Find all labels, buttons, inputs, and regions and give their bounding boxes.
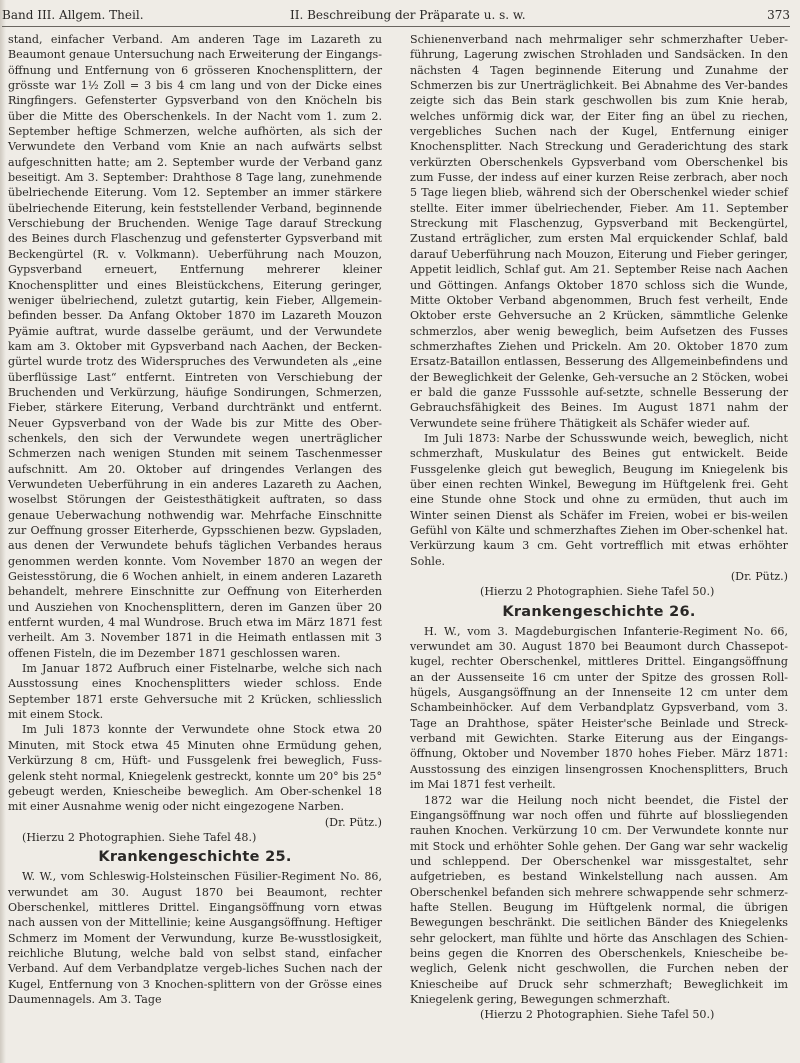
plate-note: (Hierzu 2 Photographien. Siehe Tafel 50.) [480,1008,715,1022]
paragraph: W. W., vom Schleswig-Holsteinschen Füsilier-Regiment No. 86, verwundet am 30. August 1870 bei Beaumont, rechter Oberschenkel, mittleres Drittel. Eingangsöffnung vorn etwas nach aussen von der Mittellinie; keine Ausgangsöffnung. Heftiger Schmerz im Moment der Verwundung, kurze Be-wusstlosigkeit, reichliche Blutung, welche bald von selbst stand, einfacher Verband. Auf dem Verbandplatze vergeb-liches Suchen nach der Kugel, Entfernung von 3 Knochen-splittern von der Grösse eines Daumennagels. Am 3. Tage [8,870,382,1006]
running-header [2,4,790,27]
plate-note: (Hierzu 2 Photographien. Siehe Tafel 50.) [480,585,715,599]
paragraph: Im Januar 1872 Aufbruch einer Fistelnarbe, welche sich nach Ausstossung eines Knochensplitters wieder schloss. Ende September 1871 erste Gehversuche mit 2 Krücken, schliesslich mit einem Stock. [8,662,382,722]
page-number: 373 [767,8,790,22]
paragraph: 1872 war die Heilung noch nicht beendet, die Fistel der Eingangsöffnung war noch offen und führte auf blossliegenden rauhen Knochen. Verkürzung 10 cm. Der Verwundete konnte nur mit Stock und erhöhter Sohle gehen. Der Gang war sehr wackelig und schleppend. Der Oberschenkel war missgestaltet, sehr aufgetrieben, es bestand Winkelstellung nach aussen. Am Oberschenkel befanden sich mehrere schwappende sehr schmerz-hafte Stellen. Beugung im Hüftgelenk normal, die übrigen Bewegungen beschränkt. Die seitlichen Bänder des Kniegelenks sehr gelockert, man fühlte und hörte das Anschlagen des Schien-beins gegen die Knorren des Oberschenkels, Kniescheibe be-weglich, Gelenk nicht geschwollen, die Furchen neben der Kniescheibe auf Druck sehr schmerzhaft; Beweglichkeit im Kniegelenk gering, Bewegungen schmerzhaft. [410,793,788,1006]
paragraph: Schienenverband nach mehrmaliger sehr schmerzhafter Ueber-führung, Lagerung zwischen Strohladen und Sandsäcken. In den nächsten 4 Tagen beginnende Eiterung und Zunahme der Schmerzen bis zur Unerträglichkeit. Bei Abnahme des Ver-bandes zeigte sich das Bein stark geschwollen bis zum Knie herab, welches unförmig dick war, der Eiter fing an übel zu riechen, vergebliches Suchen nach der Kugel, Entfernung einiger Knochensplitter. Nach Streckung und Geraderichtung des stark verkürzten Oberschenkels Gypsverband vom Oberschenkel bis zum Fusse, der indess auf einer kurzen Reise zerbrach, aber noch 5 Tage liegen blieb, während sich der Oberschenkel wieder schief stellte. Eiter immer übelriechender, Fieber. Am 11. September Streckung mit Flaschenzug, Gypsverband mit Beckengürtel, Zustand erträglicher, zum ersten Mal erquickender Schlaf, bald darauf Ueberführung nach Mouzon, Eiterung und Fieber geringer, Appetit leidlich, Schlaf gut. Am 21. September Reise nach Aachen und Göttingen. Anfangs Oktober 1870 schloss sich die Wunde, Mitte Oktober Verband abgenommen, Bruch fest verheilt, Ende Oktober erste Gehversuche an 2 Krücken, sämmtliche Gelenke schmerzlos, aber wenig beweglich, beim Aufsetzen des Fusses schmerzhaftes Ziehen und Prickeln. Am 20. Oktober 1870 zum Ersatz-Bataillon entlassen, Besserung des Allgemeinbefindens und der Beweglichkeit der Gelenke, Geh-versuche an 2 Stöcken, wobei er bald die ganze Fusssohle auf-setzte, schnelle Besserung der Gebrauchsfähigkeit des Beines. Im August 1871 nahm der Verwundete seine frühere Thätigkeit als Schäfer wieder auf. [410,33,788,430]
paragraph: stand, einfacher Verband. Am anderen Tage im Lazareth zu Beaumont genaue Untersuchung nach Erweiterung der Eingangs-öffnung und Entfernung von 6 grösseren Knochensplittern, der grösste war 1½ Zoll = 3 bis 4 cm lang und von der Dicke eines Ringfingers. Gefensterter Gypsverband von den Knöcheln bis über die Mitte des Oberschenkels. In der Nacht vom 1. zum 2. September heftige Schmerzen, welche aufhörten, als sich der Verwundete den Verband vom Knie an nach aufwärts selbst aufgeschnitten hatte; am 2. September wurde der Verband ganz beseitigt. Am 3. September: Drahthose 8 Tage lang, zunehmende übelriechende Eiterung. Vom 12. September an immer stärkere übelriechende Eiterung, kein feststellender Verband, beginnende Verschiebung der Bruchenden. Wenige Tage darauf Streckung des Beines durch Flaschenzug und gefensterter Gypsverband mit Beckengürtel (R. v. Volkmann). Ueberführung nach Mouzon, Gypsverband erneuert, Entfernung mehrerer kleiner Knochensplitter und eines Bleistückchens, Eiterung geringer, weniger übelriechend, zuletzt gutartig, kein Fieber, Allgemein-befinden besser. Da Anfang Oktober 1870 im Lazareth Mouzon Pyämie auftrat, wurde dasselbe geräumt, und der Verwundete kam am 3. Oktober mit Gypsverband nach Aachen, der Becken-gürtel wurde trotz des Widerspruches des Verwundeten als „eine überflüssige Last“ entfernt. Eintreten von Verschiebung der Bruchenden und Verkürzung, häufige Sondirungen, Schmerzen, Fieber, stärkere Eiterung, Verband durchtränkt und entfernt. Neuer Gypsverband von der Wade bis zur Mitte des Ober-schenkels, den sich der Verwundete wegen unerträglicher Schmerzen nach wenigen Stunden mit seinem Taschenmesser aufschnitt. Am 20. Oktober auf dringendes Verlangen des Verwundeten Ueberführung in ein anderes Lazareth zu Aachen, woselbst Störungen der Geistesthätigkeit auftraten, so dass genaue Ueberwachung nothwendig war. Mehrfache Einschnitte zur Oeffnung grosser Eiterherde, Gypsschienen bezw. Gypsladen, aus denen der Verwundete behufs täglichen Verbandes heraus genommen werden konnte. Vom November 1870 an wegen der Geistesstörung, die 6 Wochen anhielt, in einem anderen Lazareth behandelt, mehrere Einschnitte zur Oeffnung von Eiterherden und Ausziehen von Knochensplittern, deren im Ganzen über 20 entfernt wurden, 4 mal Wundrose. Bruch etwa im März 1871 fest verheilt. Am 3. November 1871 in die Heimath entlassen mit 3 offenen Fisteln, die im Dezember 1871 geschlossen waren. [8,33,382,660]
case-heading: Krankengeschichte 25. [98,849,292,866]
paragraph: Im Juli 1873: Narbe der Schusswunde weich, beweglich, nicht schmerzhaft, Muskulatur des Beines gut entwickelt. Beide Fussgelenke gleich gut beweglich, Beugung im Kniegelenk bis über einen rechten Winkel, Bewegung im Hüftgelenk frei. Geht eine Stunde ohne Stock und ohne zu ermüden, thut auch im Winter seinen Dienst als Schäfer im Freien, wobei er bis-weilen Gefühl von Kälte und schmerzhaftes Ziehen im Ober-schenkel hat. Verkürzung kaum 3 cm. Geht vortrefflich mit etwas erhöhter Sohle. [410,431,788,568]
left-column [8,32,382,1007]
binding-shadow [0,0,6,1063]
author-credit: (Dr. Pütz.) [730,570,788,584]
paragraph: Im Juli 1873 konnte der Verwundete ohne Stock etwa 20 Minuten, mit Stock etwa 45 Minuten ohne Ermüdung gehen, Verkürzung 8 cm, Hüft- und Fussgelenk frei beweglich, Fuss-gelenk steht normal, Kniegelenk gestreckt, konnte um 20° bis 25° gebeugt werden, Kniescheibe beweglich. Am Ober-schenkel 18 mit einer Ausnahme wenig oder nicht eingezogene Narben. [8,723,382,814]
case-heading: Krankengeschichte 26. [502,603,696,620]
right-column [410,32,788,1023]
header-volume: Band III. Allgem. Theil. [2,8,144,22]
plate-note: (Hierzu 2 Photographien. Siehe Tafel 48.) [22,830,257,844]
header-section: II. Beschreibung der Präparate u. s. w. [290,8,526,22]
author-credit: (Dr. Pütz.) [324,815,382,829]
paragraph: H. W., vom 3. Magdeburgischen Infanterie-Regiment No. 66, verwundet am 30. August 1870 bei Beaumont durch Chassepot-kugel, rechter Oberschenkel, mittleres Drittel. Eingangsöffnung an der Aussenseite 16 cm unter der Spitze des grossen Roll-hügels, Ausgangsöffnung an der Innenseite 12 cm unter dem Schambeinhöcker. Auf dem Verbandplatz Gypsverband, vom 3. Tage an Drahthose, später Heister'sche Beinlade und Streck-verband mit Gewichten. Starke Eiterung aus der Eingangs-öffnung, Oktober und November 1870 hohes Fieber. März 1871: Ausstossung des einzigen linsengrossen Knochensplitters, Bruch im Mai 1871 fest verheilt. [410,624,788,792]
